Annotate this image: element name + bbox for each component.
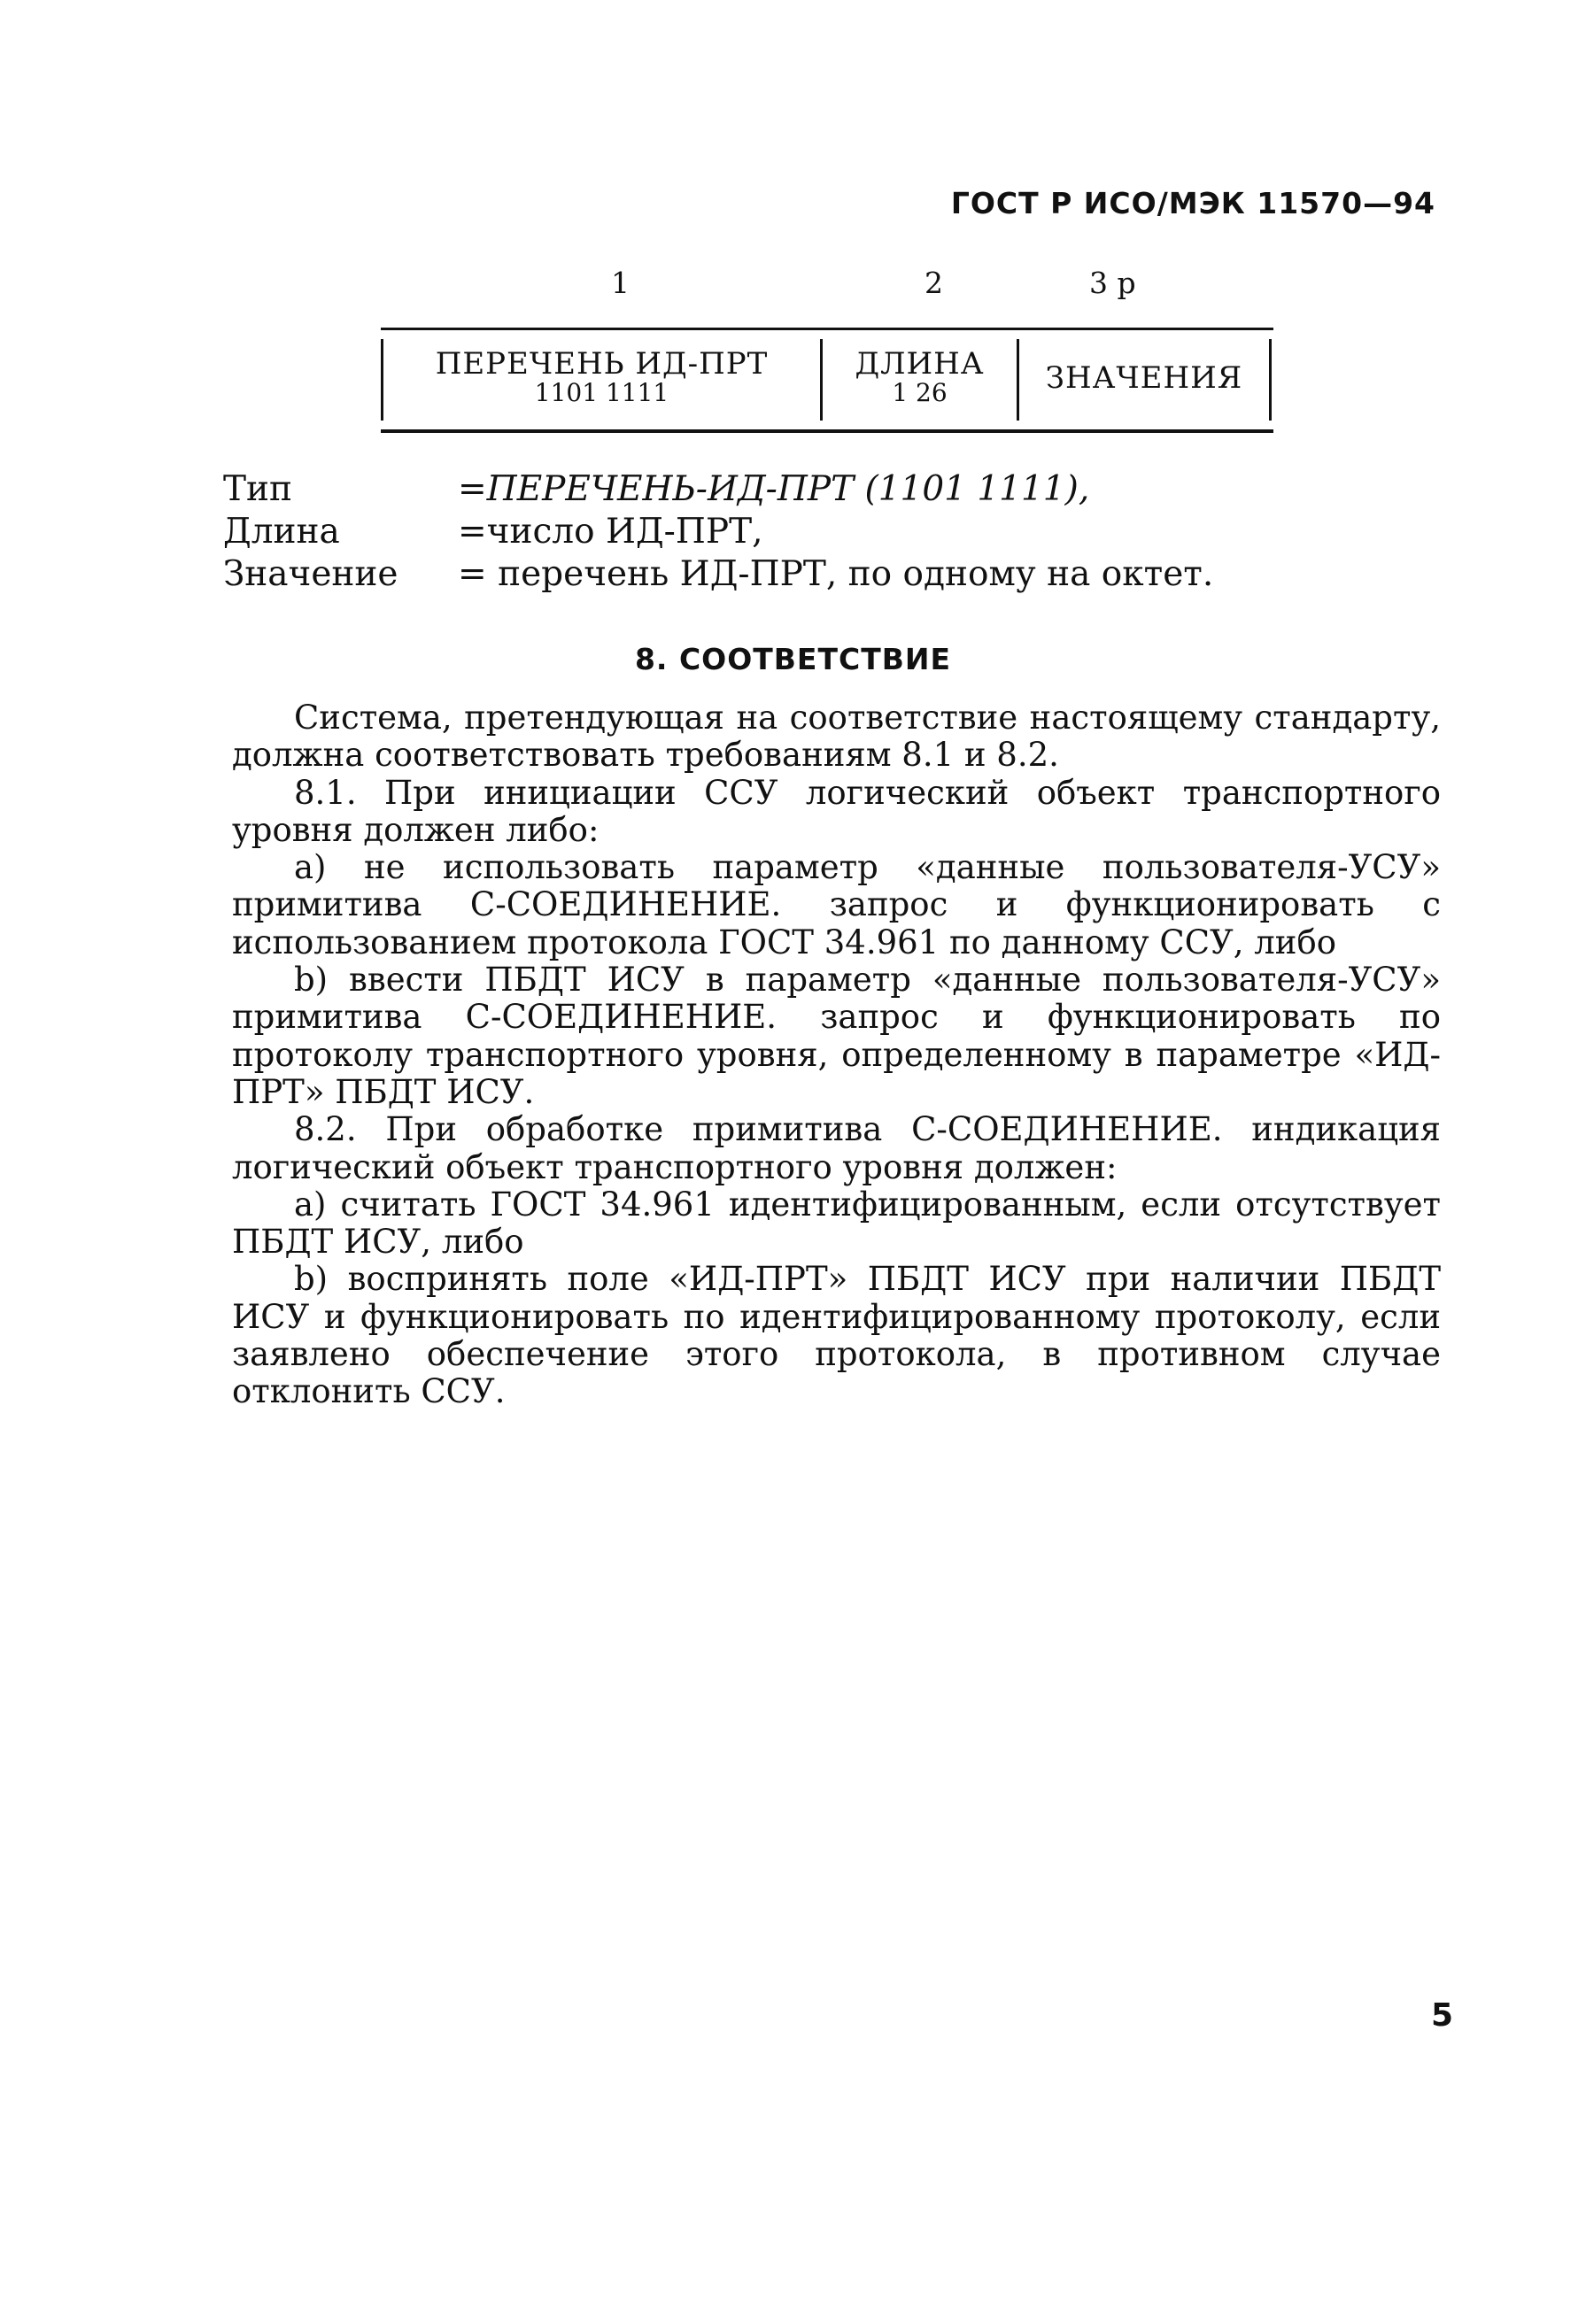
column-number-2: 2 [925,266,943,300]
field-type-code: 1101 1111 [534,378,669,407]
definition-row [223,469,1286,512]
field-length-name: ДЛИНА [855,346,985,382]
column-number-3: 3 р [1089,266,1136,300]
paragraph: а) не использовать параметр «данные пользователя-УСУ» примитива С-СОЕДИНЕНИЕ. запрос и функционировать с использованием протокола ГОСТ 34.961 по данному ССУ, либо [232,848,1441,961]
paragraph: а) считать ГОСТ 34.961 идентифицированным, если отсутствует ПБДТ ИСУ, либо [232,1185,1441,1262]
definition-value: =ПЕРЕЧЕНЬ-ИД-ПРТ (1101 1111), [458,469,1090,509]
paragraph: Система, претендующая на соответствие настоящему стандарту, должна соответствовать требованиям 8.1 и 8.2. [232,699,1441,775]
definition-term: Значение [223,554,398,594]
field-value-name: ЗНАЧЕНИЯ [1045,360,1243,396]
definition-value: = перечень ИД-ПРТ, по одному на октет. [458,554,1214,594]
field-type-name: ПЕРЕЧЕНЬ ИД-ПРТ [435,346,769,382]
field-diagram [381,266,1275,443]
definition-term: Тип [223,469,292,509]
column-number-1: 1 [611,266,630,300]
definition-term: Длина [223,512,340,552]
field-type-cell [383,330,820,429]
definition-value: =число ИД-ПРТ, [458,512,763,552]
section-title: 8. СООТВЕТСТВИЕ [634,642,952,676]
field-divider [1269,339,1272,421]
field-box [381,328,1273,433]
paragraph: 8.1. При инициации ССУ логический объект транспортного уровня должен либо: [232,773,1441,849]
section-body [232,699,1441,1411]
paragraph: 8.2. При обработке примитива С-СОЕДИНЕНИЕ. индикация логический объект транспортного уровня должен: [232,1110,1441,1186]
definition-row [223,512,1286,554]
definition-row [223,554,1286,597]
document-header: ГОСТ Р ИСО/МЭК 11570—94 [950,186,1435,220]
page-number: 5 [1430,1997,1453,2034]
field-length-code: 1 26 [892,378,948,407]
field-definitions [223,469,1286,597]
field-length-cell [823,330,1017,429]
paragraph: b) воспринять поле «ИД-ПРТ» ПБДТ ИСУ при наличии ПБДТ ИСУ и функционировать по идентифицированному протоколу, если заявлено обеспечение этого протокола, в противном случае отклонить ССУ. [232,1260,1441,1411]
paragraph: b) ввести ПБДТ ИСУ в параметр «данные пользователя-УСУ» примитива С-СОЕДИНЕНИЕ. запрос и функционировать по протоколу транспортного уровня, определенному в параметре «ИД-ПРТ» ПБДТ ИСУ. [232,961,1441,1111]
field-value-cell [1019,330,1269,429]
